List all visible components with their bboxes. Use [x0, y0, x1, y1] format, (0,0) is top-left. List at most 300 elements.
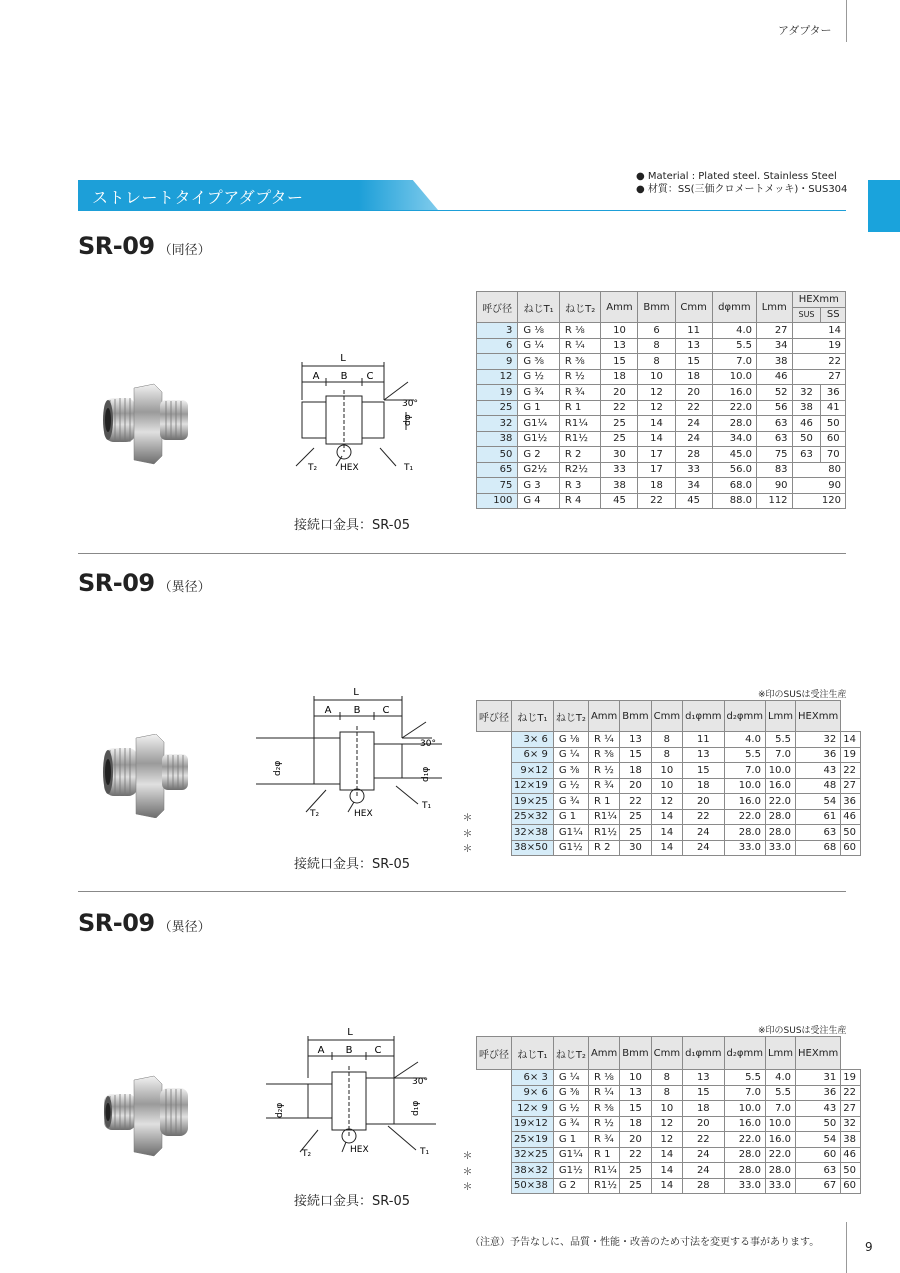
cell-t2: R ¾ [588, 1132, 619, 1148]
cell-hex-sus: 38 [792, 400, 821, 416]
label-L: L [340, 353, 346, 364]
cell-size: 25×19 [512, 1132, 554, 1148]
col-header-l: Lmm [757, 292, 793, 323]
col-header-sus: SUS [792, 307, 821, 323]
col-header-d2: d₂φmm [724, 701, 765, 732]
cell-hex: 46 [841, 1147, 861, 1163]
cell-hex: 22 [792, 354, 845, 370]
cell-hex: 22 [841, 1085, 861, 1101]
cell-c: 24 [675, 416, 712, 432]
cell-l: 50 [796, 1116, 841, 1132]
cell-d1: 28.0 [724, 1147, 765, 1163]
cell-l: 83 [757, 462, 793, 478]
cell-t1: G1½ [518, 431, 560, 447]
cell-size: 100 [477, 493, 518, 509]
cell-c: 22 [675, 400, 712, 416]
cell-a: 22 [620, 1147, 651, 1163]
section-divider [78, 553, 846, 554]
cell-d1: 22.0 [724, 1132, 765, 1148]
cell-b: 8 [638, 354, 675, 370]
cell-d1: 7.0 [724, 763, 765, 779]
cell-size: 6 [477, 338, 518, 354]
label-B: B [345, 1045, 353, 1056]
connection-fitting: 接続口金具：SR-05 [294, 857, 410, 872]
cell-hex: 27 [841, 1101, 861, 1117]
cell-c: 45 [675, 493, 712, 509]
table-row [477, 462, 846, 478]
table-row [477, 732, 861, 748]
cell-size: 9× 6 [512, 1085, 554, 1101]
cell-d2: 4.0 [765, 1070, 795, 1086]
cell-t1: G1½ [553, 840, 588, 856]
cell-hex: 50 [841, 825, 861, 841]
cell-b: 18 [638, 478, 675, 494]
cell-a: 30 [620, 840, 651, 856]
cell-size: 38×50 [512, 840, 554, 856]
table-row [477, 447, 846, 463]
connection-fitting: 接続口金具：SR-05 [294, 518, 410, 533]
cell-a: 18 [601, 369, 638, 385]
cell-t2: R ¼ [588, 732, 619, 748]
cell-size: 6× 9 [512, 747, 554, 763]
material-line-en: ● Material : Plated steel. Stainless Steel [636, 171, 837, 182]
section-title [78, 909, 211, 937]
cell-hex: 50 [841, 1163, 861, 1179]
cell-b: 14 [651, 1147, 682, 1163]
cell-size: 75 [477, 478, 518, 494]
cell-t2: R ⅛ [588, 1070, 619, 1086]
col-header-d: dφmm [712, 292, 756, 323]
cell-c: 22 [683, 809, 724, 825]
cell-l: 60 [796, 1147, 841, 1163]
col-header-d2: d₂φmm [724, 1037, 765, 1070]
cell-a: 15 [620, 747, 651, 763]
sus-note: ※印のSUSは受注生産 [758, 1026, 847, 1036]
cell-t2: R 1 [588, 1147, 619, 1163]
label-A: A [324, 705, 332, 716]
cell-d2: 28.0 [765, 1163, 795, 1179]
cell-d1: 7.0 [724, 1085, 765, 1101]
cell-hex: 32 [841, 1116, 861, 1132]
dimension-drawing [256, 686, 446, 822]
banner-title: ストレートタイプアダプター [92, 188, 304, 207]
label-angle: 30° [402, 399, 418, 409]
cell-t2: R1½ [559, 431, 601, 447]
cell-a: 10 [601, 323, 638, 339]
cell-c: 24 [683, 825, 724, 841]
product-subtitle: （同径） [158, 243, 211, 258]
page-number: 9 [865, 1240, 873, 1254]
cell-hex: 27 [841, 778, 861, 794]
cell-size: 9 [477, 354, 518, 370]
label-B: B [340, 371, 348, 382]
table-row [477, 1101, 861, 1117]
product-code: SR-09 [78, 569, 155, 597]
cell-b: 12 [651, 794, 682, 810]
cell-size: 19×12 [512, 1116, 554, 1132]
cell-d1: 10.0 [724, 1101, 765, 1117]
made-to-order-marker: ＊ [462, 828, 473, 840]
cell-l: 54 [796, 794, 841, 810]
cell-t1: G ¼ [553, 747, 588, 763]
dimension-drawing [284, 352, 434, 474]
col-header-size: 呼び径 [477, 1037, 512, 1070]
cell-b: 8 [651, 732, 682, 748]
col-header-t1: ねじT₁ [512, 701, 554, 732]
table-row [477, 747, 861, 763]
cell-hex: 14 [792, 323, 845, 339]
cell-hex: 19 [792, 338, 845, 354]
cell-l: 52 [757, 385, 793, 401]
cell-a: 25 [620, 809, 651, 825]
cell-l: 63 [796, 825, 841, 841]
cell-t1: G ⅜ [518, 354, 560, 370]
cell-size: 6× 3 [512, 1070, 554, 1086]
col-header-b: Bmm [620, 1037, 651, 1070]
table-row [477, 1070, 861, 1086]
cell-b: 14 [638, 431, 675, 447]
cell-t2: R 3 [559, 478, 601, 494]
cell-t2: R ⅜ [588, 1101, 619, 1117]
cell-hex: 27 [792, 369, 845, 385]
col-header-hex: HEXmm [796, 1037, 841, 1070]
cell-t1: G ¾ [553, 1116, 588, 1132]
cell-b: 12 [638, 400, 675, 416]
product-subtitle: （異径） [158, 920, 211, 935]
cell-l: 36 [796, 747, 841, 763]
cell-t1: G1¼ [553, 825, 588, 841]
cell-hex: 19 [841, 747, 861, 763]
cell-a: 15 [620, 1101, 651, 1117]
cell-t2: R2½ [559, 462, 601, 478]
cell-t2: R ¾ [559, 385, 601, 401]
cell-a: 20 [620, 1132, 651, 1148]
cell-d1: 28.0 [724, 1163, 765, 1179]
label-d1: d₁φ [421, 766, 431, 782]
cell-l: 63 [757, 416, 793, 432]
cell-b: 10 [638, 369, 675, 385]
table-row [477, 840, 861, 856]
cell-d2: 7.0 [765, 747, 795, 763]
table-row [477, 1132, 861, 1148]
cell-hex-sus: 32 [792, 385, 821, 401]
dimension-drawing [266, 1026, 446, 1160]
cell-d1: 22.0 [724, 809, 765, 825]
cell-a: 45 [601, 493, 638, 509]
cell-c: 28 [683, 1178, 724, 1194]
col-header-c: Cmm [651, 701, 682, 732]
header-divider [846, 0, 847, 42]
cell-l: 27 [757, 323, 793, 339]
cell-c: 20 [683, 794, 724, 810]
cell-a: 13 [620, 732, 651, 748]
cell-t1: G ¼ [553, 1070, 588, 1086]
cell-l: 90 [757, 478, 793, 494]
made-to-order-marker: ＊ [462, 1151, 473, 1162]
cell-t1: G ¾ [518, 385, 560, 401]
table-row [477, 493, 846, 509]
table-row [477, 354, 846, 370]
cell-b: 14 [651, 1163, 682, 1179]
table-row [477, 416, 846, 432]
label-L: L [353, 687, 359, 698]
cell-size: 12× 9 [512, 1101, 554, 1117]
label-d1: d₁φ [411, 1100, 421, 1116]
cell-t2: R ⅜ [588, 747, 619, 763]
cell-b: 14 [651, 840, 682, 856]
cell-d: 88.0 [712, 493, 756, 509]
col-header-t2: ねじT₂ [553, 1037, 588, 1070]
made-to-order-marker [461, 794, 473, 810]
col-header-hex: HEXmm [796, 701, 841, 732]
col-header-ss: SS [821, 307, 846, 323]
cell-b: 6 [638, 323, 675, 339]
fitting-photo [98, 734, 194, 818]
cell-c: 15 [683, 1085, 724, 1101]
label-angle: 30° [420, 739, 436, 749]
cell-d1: 33.0 [724, 1178, 765, 1194]
label-HEX: HEX [354, 809, 373, 819]
cell-t1: G 2 [553, 1178, 588, 1194]
cell-size: 12×19 [512, 778, 554, 794]
cell-t1: G 1 [518, 400, 560, 416]
cell-t1: G1¼ [553, 1147, 588, 1163]
section-divider [78, 891, 846, 892]
col-header-b: Bmm [638, 292, 675, 323]
cell-size: 19×25 [512, 794, 554, 810]
cell-l: 43 [796, 1101, 841, 1117]
cell-a: 15 [601, 354, 638, 370]
cell-l: 68 [796, 840, 841, 856]
label-HEX: HEX [340, 463, 359, 473]
cell-t1: G 3 [518, 478, 560, 494]
cell-d1: 16.0 [724, 794, 765, 810]
product-subtitle: （異径） [158, 580, 211, 595]
made-to-order-marker [461, 778, 473, 794]
col-header-a: Amm [588, 1037, 619, 1070]
made-to-order-marker [461, 747, 473, 763]
banner-underline [78, 210, 846, 211]
cell-c: 18 [683, 1101, 724, 1117]
cell-a: 25 [620, 1178, 651, 1194]
cell-d: 34.0 [712, 431, 756, 447]
cell-t1: G ½ [553, 778, 588, 794]
cell-a: 13 [601, 338, 638, 354]
cell-b: 12 [651, 1132, 682, 1148]
section-tab-marker [868, 180, 900, 232]
cell-hex: 19 [841, 1070, 861, 1086]
cell-b: 14 [651, 809, 682, 825]
cell-hex-ss: 60 [821, 431, 846, 447]
cell-l: 54 [796, 1132, 841, 1148]
cell-c: 18 [683, 778, 724, 794]
col-header-t2: ねじT₂ [553, 701, 588, 732]
connection-fitting: 接続口金具：SR-05 [294, 1194, 410, 1209]
cell-d: 68.0 [712, 478, 756, 494]
cell-d: 56.0 [712, 462, 756, 478]
made-to-order-marker [461, 1070, 473, 1086]
cell-hex: 22 [841, 763, 861, 779]
material-info [636, 170, 847, 196]
cell-b: 10 [651, 778, 682, 794]
cell-d: 7.0 [712, 354, 756, 370]
col-header-d1: d₁φmm [683, 1037, 724, 1070]
cell-c: 24 [683, 1163, 724, 1179]
made-to-order-marker [461, 1101, 473, 1117]
cell-l: 31 [796, 1070, 841, 1086]
cell-l: 38 [757, 354, 793, 370]
label-L: L [347, 1027, 353, 1038]
table-row [477, 1147, 861, 1163]
made-to-order-marker [461, 1116, 473, 1132]
cell-t1: G ⅜ [553, 1085, 588, 1101]
cell-t2: R 1 [588, 794, 619, 810]
material-line-ja: ● 材質：SS(三価クロメートメッキ)・SUS304 [636, 184, 848, 195]
cell-size: 12 [477, 369, 518, 385]
col-header-a: Amm [601, 292, 638, 323]
cell-d2: 28.0 [765, 809, 795, 825]
made-to-order-marker: ＊ [462, 1166, 473, 1178]
cell-hex-ss: 50 [821, 416, 846, 432]
cell-t1: G ⅛ [518, 323, 560, 339]
cell-d1: 4.0 [724, 732, 765, 748]
cell-t2: R 2 [559, 447, 601, 463]
cell-t2: R1¼ [588, 1163, 619, 1179]
cell-t2: R ½ [588, 1116, 619, 1132]
cell-d2: 10.0 [765, 1116, 795, 1132]
cell-hex: 90 [792, 478, 845, 494]
table-row [477, 1163, 861, 1179]
cell-size: 9×12 [512, 763, 554, 779]
section-title [78, 569, 211, 597]
label-C: C [374, 1045, 382, 1056]
cell-b: 17 [638, 462, 675, 478]
cell-b: 10 [651, 1101, 682, 1117]
cell-t1: G ⅛ [553, 732, 588, 748]
col-header-c: Cmm [675, 292, 712, 323]
col-header-d1: d₁φmm [683, 701, 724, 732]
made-to-order-marker: ＊ [462, 813, 473, 824]
cell-size: 32 [477, 416, 518, 432]
label-C: C [366, 371, 374, 382]
cell-t2: R 1 [559, 400, 601, 416]
cell-d: 4.0 [712, 323, 756, 339]
cell-d1: 5.5 [724, 1070, 765, 1086]
footer-divider [846, 1222, 847, 1273]
cell-hex: 46 [841, 809, 861, 825]
cell-c: 24 [675, 431, 712, 447]
cell-t1: G1¼ [518, 416, 560, 432]
cell-d: 10.0 [712, 369, 756, 385]
cell-hex-ss: 36 [821, 385, 846, 401]
made-to-order-marker [461, 1132, 473, 1148]
cell-size: 65 [477, 462, 518, 478]
table-row [477, 794, 861, 810]
table-row [477, 1085, 861, 1101]
cell-d2: 5.5 [765, 1085, 795, 1101]
cell-t1: G ½ [553, 1101, 588, 1117]
cell-t2: R ⅛ [559, 323, 601, 339]
cell-d: 16.0 [712, 385, 756, 401]
made-to-order-marker: ＊ [462, 1182, 473, 1193]
label-T2: T₂ [302, 1149, 312, 1159]
cell-b: 22 [638, 493, 675, 509]
cell-hex-sus: 46 [792, 416, 821, 432]
cell-l: 61 [796, 809, 841, 825]
col-header-l: Lmm [765, 1037, 795, 1070]
cell-d1: 5.5 [724, 747, 765, 763]
spec-table [462, 700, 861, 856]
cell-t1: G2½ [518, 462, 560, 478]
cell-l: 32 [796, 732, 841, 748]
footer-notice: （注意）予告なしに、品質・性能・改善のため寸法を変更する事があります。 [470, 1237, 820, 1248]
cell-c: 15 [683, 763, 724, 779]
cell-t2: R ¾ [588, 778, 619, 794]
cell-c: 24 [683, 1147, 724, 1163]
cell-t2: R1¼ [559, 416, 601, 432]
cell-hex: 14 [841, 732, 861, 748]
label-T2: T₂ [308, 463, 318, 473]
table-row [477, 338, 846, 354]
fitting-photo [98, 382, 194, 466]
cell-hex: 60 [841, 840, 861, 856]
cell-size: 3× 6 [512, 732, 554, 748]
made-to-order-marker [461, 1085, 473, 1101]
cell-l: 67 [796, 1178, 841, 1194]
cell-size: 25 [477, 400, 518, 416]
label-T2: T₂ [310, 809, 320, 819]
label-C: C [382, 705, 390, 716]
section-title [78, 232, 211, 260]
cell-c: 20 [675, 385, 712, 401]
label-B: B [353, 705, 361, 716]
cell-t2: R1½ [588, 1178, 619, 1194]
cell-d: 22.0 [712, 400, 756, 416]
table-row [477, 1116, 861, 1132]
cell-c: 13 [683, 1070, 724, 1086]
cell-l: 63 [757, 431, 793, 447]
cell-a: 18 [620, 1116, 651, 1132]
cell-hex-sus: 63 [792, 447, 821, 463]
cell-size: 19 [477, 385, 518, 401]
table-row [477, 763, 861, 779]
cell-l: 56 [757, 400, 793, 416]
cell-size: 32×38 [512, 825, 554, 841]
cell-c: 11 [683, 732, 724, 748]
cell-c: 20 [683, 1116, 724, 1132]
cell-b: 8 [651, 1070, 682, 1086]
table-row [477, 809, 861, 825]
header-category: アダプター [778, 24, 832, 37]
cell-c: 34 [675, 478, 712, 494]
cell-b: 8 [638, 338, 675, 354]
cell-t2: R ½ [588, 763, 619, 779]
spec-table [476, 291, 846, 509]
cell-d2: 22.0 [765, 1147, 795, 1163]
cell-a: 20 [601, 385, 638, 401]
cell-hex: 80 [792, 462, 845, 478]
table-row [477, 400, 846, 416]
cell-a: 25 [620, 825, 651, 841]
cell-t2: R ½ [559, 369, 601, 385]
cell-t2: R1½ [588, 825, 619, 841]
cell-d2: 33.0 [765, 840, 795, 856]
cell-l: 46 [757, 369, 793, 385]
cell-b: 12 [651, 1116, 682, 1132]
cell-d: 5.5 [712, 338, 756, 354]
table-row [477, 825, 861, 841]
cell-t1: G 2 [518, 447, 560, 463]
